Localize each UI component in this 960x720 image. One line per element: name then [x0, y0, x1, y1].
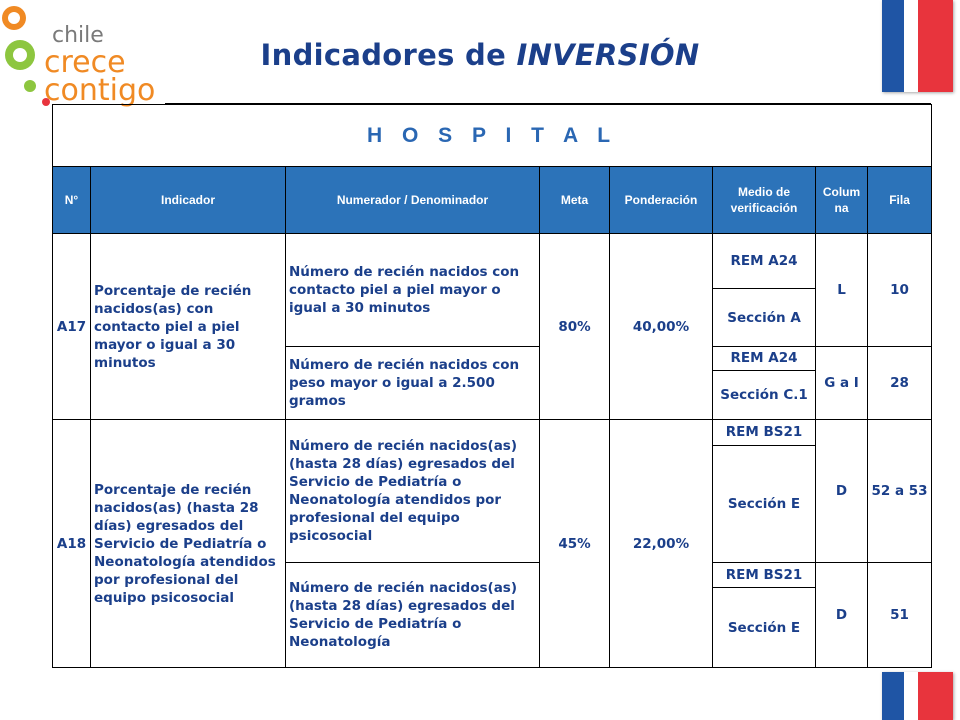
- weight-value: 22,00%: [610, 420, 713, 668]
- rem-section: Sección C.1: [713, 370, 816, 419]
- rem-section: Sección A: [713, 289, 816, 347]
- column-value: D: [816, 420, 868, 563]
- indicator-description: Porcentaje de recién nacidos(as) con contacto piel a piel mayor o igual a 30 minutos: [91, 234, 286, 420]
- column-value: L: [816, 234, 868, 347]
- header-cell-weight: Ponderación: [610, 167, 713, 234]
- header-cell-row: Fila: [868, 167, 932, 234]
- rem-section: Sección E: [713, 445, 816, 562]
- numerator-text: Número de recién nacidos(as) (hasta 28 días) egresados del Servicio de Pediatría o Neonatología atendidos por profesional del equipo psicosocial: [286, 420, 540, 563]
- logo-graphic: [0, 0, 175, 110]
- chile-flag-top: [882, 0, 953, 92]
- rem-source: REM A24: [713, 347, 816, 371]
- section-title: H O S P I T A L: [53, 105, 932, 167]
- header-cell-goal: Meta: [540, 167, 610, 234]
- header-cell-numerator: Numerador / Denominador: [286, 167, 540, 234]
- indicator-description: Porcentaje de recién nacidos(as) (hasta 28 días) egresados del Servicio de Pediatría o Neonatología atendidos por profesional del equipo psicosocial: [91, 420, 286, 668]
- row-value: 28: [868, 347, 932, 420]
- column-value: G a I: [816, 347, 868, 420]
- table-row: [53, 420, 932, 446]
- goal-value: 80%: [540, 234, 610, 420]
- header-cell-indicator: Indicador: [91, 167, 286, 234]
- page-title: [200, 38, 760, 72]
- logo-line-2: crece: [44, 45, 126, 80]
- denominator-text: Número de recién nacidos con peso mayor o igual a 2.500 gramos: [286, 347, 540, 420]
- rem-source: REM BS21: [713, 420, 816, 446]
- logo-line-1: chile: [52, 23, 104, 48]
- header-row: [53, 167, 932, 234]
- header-cell-number: N°: [53, 167, 91, 234]
- row-value: 51: [868, 563, 932, 668]
- header-cell-column: Colum na: [816, 167, 868, 234]
- header-cell-verification: Medio de verificación: [713, 167, 816, 234]
- rem-source: REM BS21: [713, 563, 816, 588]
- numerator-text: Número de recién nacidos con contacto piel a piel mayor o igual a 30 minutos: [286, 234, 540, 347]
- rem-source: REM A24: [713, 234, 816, 289]
- rem-section: Sección E: [713, 588, 816, 668]
- indicator-id: A18: [53, 420, 91, 668]
- column-value: D: [816, 563, 868, 668]
- indicator-id: A17: [53, 234, 91, 420]
- row-value: 52 a 53: [868, 420, 932, 563]
- indicators-table: [52, 104, 932, 668]
- logo-line-3: contigo: [44, 73, 156, 108]
- table-row: [53, 234, 932, 289]
- weight-value: 40,00%: [610, 234, 713, 420]
- row-value: 10: [868, 234, 932, 347]
- title-emphasis: INVERSIÓN: [516, 38, 700, 72]
- denominator-text: Número de recién nacidos(as) (hasta 28 días) egresados del Servicio de Pediatría o Neonatología: [286, 563, 540, 668]
- chile-flag-bottom: [882, 672, 953, 720]
- chile-crece-contigo-logo: [0, 0, 175, 110]
- title-prefix: Indicadores de: [260, 38, 517, 72]
- goal-value: 45%: [540, 420, 610, 668]
